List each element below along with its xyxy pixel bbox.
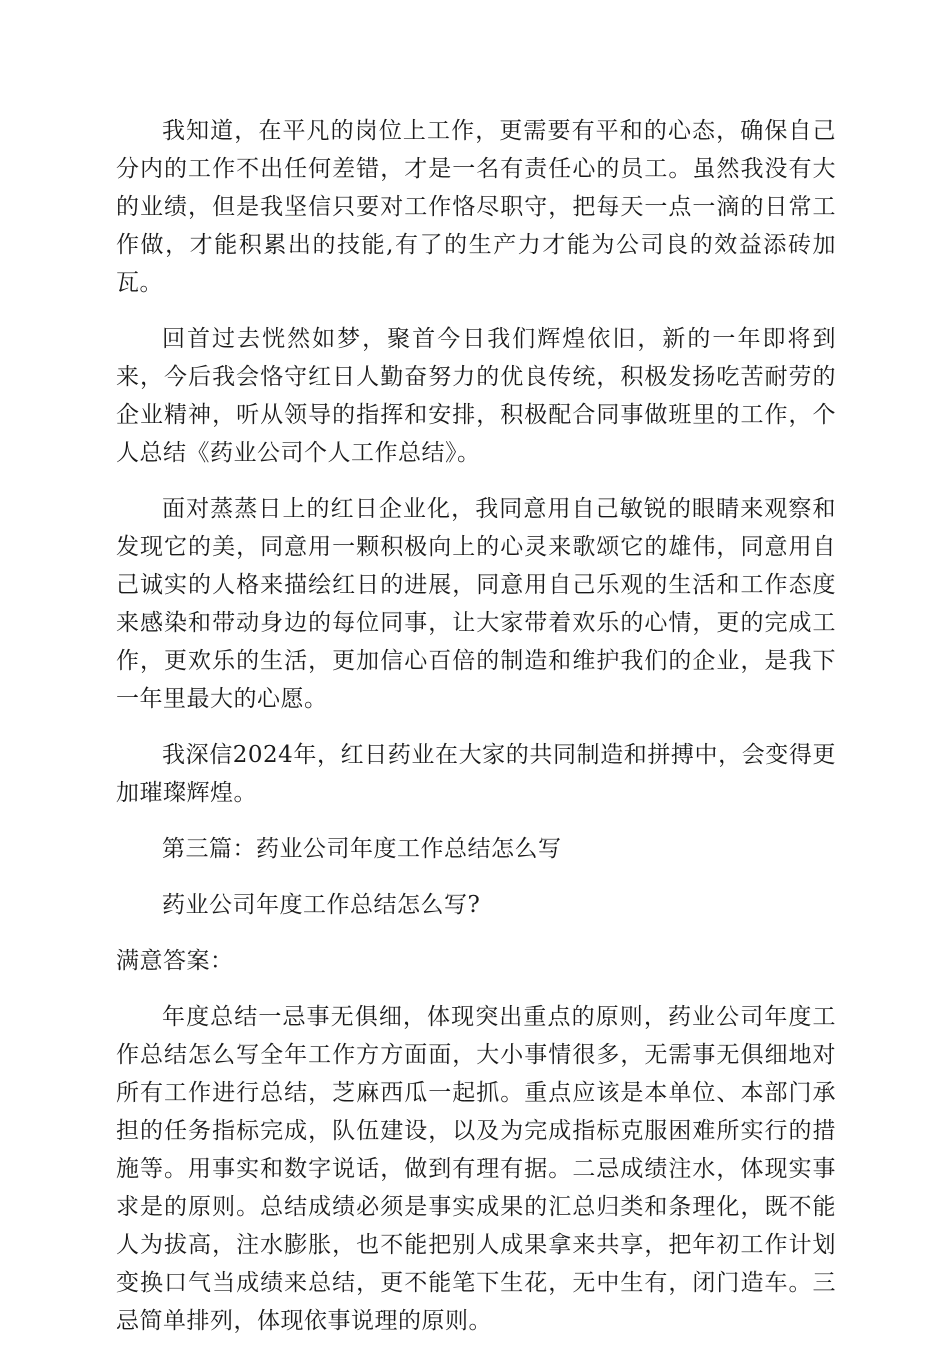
answer-label: 满意答案：: [116, 948, 234, 974]
paragraph-answer: 年度总结一忌事无俱细，体现突出重点的原则，药业公司年度工作总结怎么写全年工作方方面面，大小事情很多，无需事无俱细地对所有工作进行总结，芝麻西瓜一起抓。重点应该是本单位、本部门承担的任务指标完成，队伍建设，以及为完成指标克服困难所实行的措施等。用事实和数字说话，做到有理有据。二忌成绩注水，体现实事求是的原则。总结成绩必须是事实成果的汇总归类和条理化，既不能人为拔高，注水膨胀，也不能把别人成果拿来共享，把年初工作计划变换口气当成绩来总结，更不能笔下生花，无中生有，闭门造车。三忌简单排列，体现依事说理的原则。: [116, 1004, 836, 1334]
question-line: 药业公司年度工作总结怎么写?: [162, 892, 481, 918]
paragraph-4: 我深信2024年，红日药业在大家的共同制造和拼搏中，会变得更加璀璨辉煌。: [116, 742, 836, 806]
paragraph-1: 我知道，在平凡的岗位上工作，更需要有平和的心态，确保自己分内的工作不出任何差错，才是一名有责任心的员工。虽然我没有大的业绩，但是我坚信只要对工作恪尽职守，把每天一点一滴的日常工作做，才能积累出的技能,有了的生产力才能为公司良的效益添砖加瓦。: [116, 118, 836, 296]
paragraph-3: 面对蒸蒸日上的红日企业化，我同意用自己敏锐的眼睛来观察和发现它的美，同意用一颗积极向上的心灵来歌颂它的雄伟，同意用自己诚实的人格来描绘红日的进展，同意用自己乐观的生活和工作态度来感染和带动身边的每位同事，让大家带着欢乐的心情，更的完成工作，更欢乐的生活，更加信心百倍的制造和维护我们的企业，是我下一年里最大的心愿。: [116, 496, 836, 712]
section-heading: 第三篇：药业公司年度工作总结怎么写: [162, 836, 562, 862]
paragraph-2: 回首过去恍然如梦，聚首今日我们辉煌依旧，新的一年即将到来，今后我会恪守红日人勤奋努力的优良传统，积极发扬吃苦耐劳的企业精神，听从领导的指挥和安排，积极配合同事做班里的工作，个人总结《药业公司个人工作总结》。: [116, 326, 836, 466]
document-body: [116, 112, 836, 1358]
